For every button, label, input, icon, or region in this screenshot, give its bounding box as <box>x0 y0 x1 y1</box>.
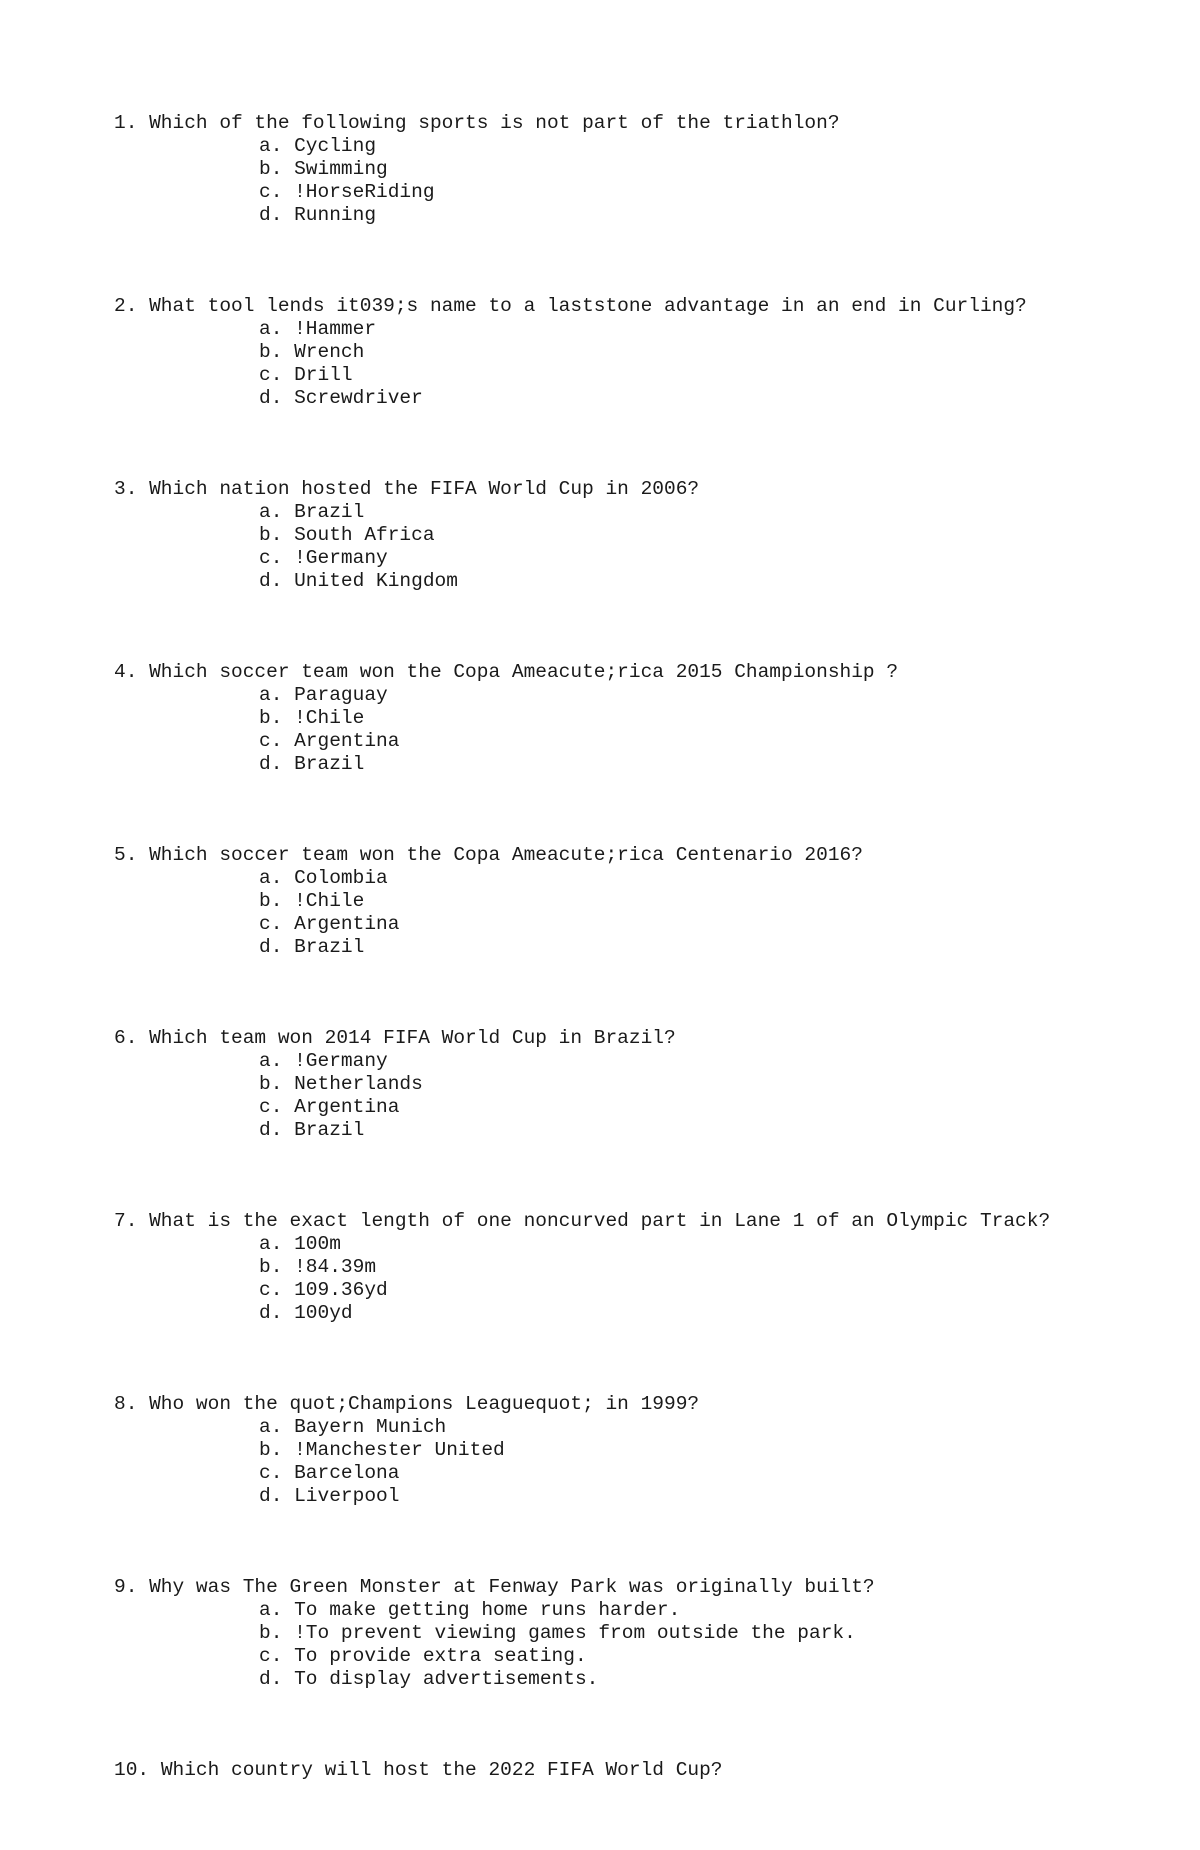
answer-option <box>259 1599 1174 1622</box>
answer-option <box>259 570 1174 593</box>
question-number: 6. <box>114 1027 138 1049</box>
option-text: Screwdriver <box>294 387 423 409</box>
question-number: 1. <box>114 112 138 134</box>
question-number: 10. <box>114 1759 150 1781</box>
option-text: !Chile <box>294 707 365 729</box>
option-text: Brazil <box>294 936 365 958</box>
option-letter: d. <box>259 387 283 409</box>
question <box>114 661 1174 776</box>
option-text: !Germany <box>294 1050 388 1072</box>
question-prompt: Which soccer team won the Copa Ameacute;rica 2015 Championship ? <box>149 661 899 683</box>
answer-option <box>259 753 1174 776</box>
option-letter: a. <box>259 1416 283 1438</box>
answer-option <box>259 1668 1174 1691</box>
question-prompt: Which of the following sports is not part of the triathlon? <box>149 112 840 134</box>
option-text: Brazil <box>294 1119 365 1141</box>
option-text: Wrench <box>294 341 365 363</box>
question <box>114 1027 1174 1142</box>
option-letter: c. <box>259 364 283 386</box>
question-text <box>114 112 1174 135</box>
answer-option <box>259 1119 1174 1142</box>
question-prompt: What is the exact length of one noncurved part in Lane 1 of an Olympic Track? <box>149 1210 1051 1232</box>
question-text <box>114 844 1174 867</box>
option-text: Running <box>294 204 377 226</box>
answer-option <box>259 1302 1174 1325</box>
option-text: Drill <box>294 364 353 386</box>
answer-option <box>259 341 1174 364</box>
answer-option <box>259 158 1174 181</box>
option-text: !Chile <box>294 890 365 912</box>
option-text: !Manchester United <box>294 1439 505 1461</box>
option-text: !Hammer <box>294 318 377 340</box>
option-text: Netherlands <box>294 1073 423 1095</box>
answer-option <box>259 1050 1174 1073</box>
question-text <box>114 295 1174 318</box>
option-letter: c. <box>259 547 283 569</box>
answer-option <box>259 1485 1174 1508</box>
answer-option <box>259 524 1174 547</box>
option-letter: d. <box>259 1119 283 1141</box>
answer-option <box>259 364 1174 387</box>
option-text: Bayern Munich <box>294 1416 447 1438</box>
option-letter: d. <box>259 936 283 958</box>
answer-option <box>259 387 1174 410</box>
question-text <box>114 661 1174 684</box>
option-text: !HorseRiding <box>294 181 435 203</box>
option-letter: c. <box>259 1462 283 1484</box>
answer-option <box>259 1462 1174 1485</box>
option-text: Brazil <box>294 753 365 775</box>
answer-option <box>259 684 1174 707</box>
answer-option <box>259 1096 1174 1119</box>
question-text <box>114 1576 1174 1599</box>
answer-option <box>259 867 1174 890</box>
question <box>114 844 1174 959</box>
option-text: 109.36yd <box>294 1279 388 1301</box>
answer-option <box>259 707 1174 730</box>
option-letter: c. <box>259 730 283 752</box>
option-text: Liverpool <box>294 1485 400 1507</box>
option-text: Brazil <box>294 501 365 523</box>
option-letter: a. <box>259 867 283 889</box>
option-text: Colombia <box>294 867 388 889</box>
option-text: Swimming <box>294 158 388 180</box>
option-letter: a. <box>259 318 283 340</box>
question-number: 5. <box>114 844 138 866</box>
option-letter: c. <box>259 181 283 203</box>
option-letter: a. <box>259 1233 283 1255</box>
question-number: 4. <box>114 661 138 683</box>
question-prompt: Which country will host the 2022 FIFA World Cup? <box>160 1759 723 1781</box>
option-letter: a. <box>259 135 283 157</box>
question <box>114 478 1174 593</box>
option-letter: c. <box>259 1279 283 1301</box>
option-letter: d. <box>259 570 283 592</box>
question-prompt: Why was The Green Monster at Fenway Park was originally built? <box>149 1576 875 1598</box>
answer-option <box>259 730 1174 753</box>
option-text: Argentina <box>294 913 400 935</box>
answer-option <box>259 936 1174 959</box>
question-text <box>114 1027 1174 1050</box>
answer-option <box>259 135 1174 158</box>
option-letter: b. <box>259 1073 283 1095</box>
option-letter: c. <box>259 913 283 935</box>
question-prompt: Which soccer team won the Copa Ameacute;rica Centenario 2016? <box>149 844 863 866</box>
question <box>114 1759 1174 1782</box>
answer-option <box>259 890 1174 913</box>
answer-option <box>259 1416 1174 1439</box>
answer-option <box>259 1233 1174 1256</box>
answer-option <box>259 501 1174 524</box>
option-letter: b. <box>259 158 283 180</box>
answer-option <box>259 181 1174 204</box>
question <box>114 112 1174 227</box>
question-number: 3. <box>114 478 138 500</box>
answer-option <box>259 1073 1174 1096</box>
question-prompt: What tool lends it039;s name to a laststone advantage in an end in Curling? <box>149 295 1027 317</box>
option-text: !To prevent viewing games from outside the park. <box>294 1622 856 1644</box>
option-letter: b. <box>259 707 283 729</box>
option-letter: b. <box>259 524 283 546</box>
option-letter: c. <box>259 1645 283 1667</box>
option-letter: c. <box>259 1096 283 1118</box>
option-text: To provide extra seating. <box>294 1645 587 1667</box>
answer-option <box>259 1279 1174 1302</box>
quiz-question-list <box>114 112 1174 1850</box>
option-letter: b. <box>259 341 283 363</box>
answer-option <box>259 1439 1174 1462</box>
question <box>114 1576 1174 1691</box>
question-text <box>114 1393 1174 1416</box>
question-prompt: Who won the quot;Champions Leaguequot; in 1999? <box>149 1393 700 1415</box>
option-letter: b. <box>259 1622 283 1644</box>
option-text: 100m <box>294 1233 341 1255</box>
answer-option <box>259 318 1174 341</box>
option-text: Argentina <box>294 730 400 752</box>
option-text: Barcelona <box>294 1462 400 1484</box>
option-letter: d. <box>259 204 283 226</box>
question-number: 7. <box>114 1210 138 1232</box>
option-text: United Kingdom <box>294 570 458 592</box>
question-number: 2. <box>114 295 138 317</box>
option-letter: d. <box>259 1302 283 1324</box>
option-letter: a. <box>259 684 283 706</box>
option-letter: a. <box>259 1050 283 1072</box>
option-text: !84.39m <box>294 1256 377 1278</box>
question-text <box>114 1210 1174 1233</box>
option-text: To display advertisements. <box>294 1668 599 1690</box>
option-letter: b. <box>259 890 283 912</box>
question-text <box>114 478 1174 501</box>
answer-option <box>259 913 1174 936</box>
option-letter: d. <box>259 753 283 775</box>
question <box>114 1393 1174 1508</box>
answer-option <box>259 204 1174 227</box>
answer-option <box>259 1622 1174 1645</box>
option-text: !Germany <box>294 547 388 569</box>
option-text: Cycling <box>294 135 377 157</box>
answer-option <box>259 547 1174 570</box>
option-text: Argentina <box>294 1096 400 1118</box>
option-text: 100yd <box>294 1302 353 1324</box>
option-letter: a. <box>259 501 283 523</box>
option-text: Paraguay <box>294 684 388 706</box>
question-text <box>114 1759 1174 1782</box>
question-prompt: Which nation hosted the FIFA World Cup in 2006? <box>149 478 700 500</box>
question <box>114 1210 1174 1325</box>
option-letter: a. <box>259 1599 283 1621</box>
question-number: 9. <box>114 1576 138 1598</box>
option-letter: b. <box>259 1439 283 1461</box>
option-letter: d. <box>259 1668 283 1690</box>
option-text: To make getting home runs harder. <box>294 1599 681 1621</box>
answer-option <box>259 1645 1174 1668</box>
question-prompt: Which team won 2014 FIFA World Cup in Brazil? <box>149 1027 676 1049</box>
option-letter: b. <box>259 1256 283 1278</box>
question <box>114 295 1174 410</box>
question-number: 8. <box>114 1393 138 1415</box>
option-text: South Africa <box>294 524 435 546</box>
option-letter: d. <box>259 1485 283 1507</box>
answer-option <box>259 1256 1174 1279</box>
